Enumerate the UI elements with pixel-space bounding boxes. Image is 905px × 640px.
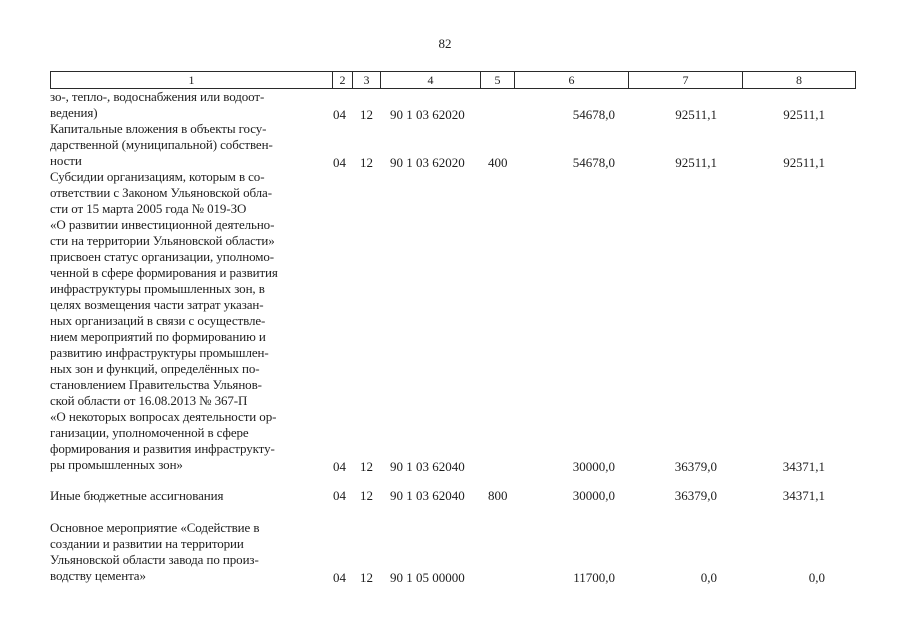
table-cell-col-3: 12 [360, 155, 373, 170]
table-cell-col-6: 30000,0 [572, 488, 615, 503]
table-cell-col-7: 0,0 [700, 570, 717, 585]
table-cell-col-3: 12 [360, 570, 373, 585]
description-line: Основное мероприятие «Содействие в [50, 520, 260, 535]
header-cell-6: 6 [515, 72, 629, 88]
description-line: формирования и развития инфраструкту- [50, 441, 275, 456]
table-cell-col-3: 12 [360, 107, 373, 122]
table-cell-col-6: 54678,0 [572, 107, 615, 122]
table-cell-col-6: 54678,0 [572, 155, 615, 170]
table-cell-col-4: 90 1 03 62040 [390, 488, 465, 503]
description-line: «О некоторых вопросах деятельности ор- [50, 409, 277, 424]
table-cell-col-6: 11700,0 [573, 570, 615, 585]
description-line: ченной в сфере формирования и развития [50, 265, 278, 280]
table-cell-col-7: 92511,1 [675, 155, 717, 170]
description-line: дарственной (муниципальной) собствен- [50, 137, 273, 152]
description-line: ской области от 16.08.2013 № 367-П [50, 393, 248, 408]
table-cell-col-4: 90 1 03 62020 [390, 107, 465, 122]
table-cell-col-4: 90 1 03 62040 [390, 459, 465, 474]
description-line: Субсидии организациям, которым в со- [50, 169, 265, 184]
table-cell-col-7: 36379,0 [674, 459, 717, 474]
row-description [50, 89, 322, 121]
description-line: ных зон и функций, определённых по- [50, 361, 260, 376]
description-line: сти от 15 марта 2005 года № 019-ЗО [50, 201, 247, 216]
table-cell-col-8: 92511,1 [783, 107, 825, 122]
table-cell-col-2: 04 [333, 488, 346, 503]
description-line: нием мероприятий по формированию и [50, 329, 266, 344]
description-line: развитию инфраструктуры промышлен- [50, 345, 269, 360]
table-cell-col-2: 04 [333, 155, 346, 170]
description-line: ганизации, уполномоченной в сфере [50, 425, 249, 440]
table-cell-col-8: 34371,1 [782, 488, 825, 503]
header-cell-3: 3 [353, 72, 381, 88]
description-line: становлением Правительства Ульянов- [50, 377, 262, 392]
table-cell-col-7: 36379,0 [674, 488, 717, 503]
description-line: Ульяновской области завода по произ- [50, 552, 259, 567]
header-cell-1: 1 [51, 72, 333, 88]
header-cell-8: 8 [743, 72, 856, 88]
table-header-row [50, 71, 856, 89]
description-line: создании и развитии на территории [50, 536, 244, 551]
header-cell-2: 2 [333, 72, 353, 88]
description-line: ры промышленных зон» [50, 457, 183, 472]
description-line: ответствии с Законом Ульяновской обла- [50, 185, 272, 200]
table-cell-col-8: 92511,1 [783, 155, 825, 170]
table-cell-col-2: 04 [333, 570, 346, 585]
header-cell-7: 7 [629, 72, 743, 88]
table-cell-col-5: 400 [488, 155, 508, 170]
row-description [50, 520, 322, 584]
description-line: присвоен статус организации, уполномо- [50, 249, 274, 264]
table-cell-col-7: 92511,1 [675, 107, 717, 122]
table-cell-col-4: 90 1 05 00000 [390, 570, 465, 585]
table-cell-col-3: 12 [360, 488, 373, 503]
description-line: сти на территории Ульяновской области» [50, 233, 275, 248]
table-cell-col-6: 30000,0 [572, 459, 615, 474]
table-cell-col-8: 34371,1 [782, 459, 825, 474]
table-cell-col-5: 800 [488, 488, 508, 503]
description-line: Иные бюджетные ассигнования [50, 488, 224, 503]
description-line: инфраструктуры промышленных зон, в [50, 281, 265, 296]
table-cell-col-3: 12 [360, 459, 373, 474]
description-line: зо-, тепло-, водоснабжения или водоот- [50, 89, 265, 104]
table-cell-col-8: 0,0 [808, 570, 825, 585]
header-cell-5: 5 [481, 72, 515, 88]
description-line: ности [50, 153, 82, 168]
table-cell-col-2: 04 [333, 107, 346, 122]
description-line: «О развитии инвестиционной деятельно- [50, 217, 275, 232]
row-description [50, 121, 322, 169]
header-cell-4: 4 [381, 72, 481, 88]
table-cell-col-2: 04 [333, 459, 346, 474]
description-line: целях возмещения части затрат указан- [50, 297, 264, 312]
row-description [50, 169, 322, 473]
description-line: ведения) [50, 105, 98, 120]
page-number: 82 [438, 36, 452, 51]
description-line: Капитальные вложения в объекты госу- [50, 121, 267, 136]
description-line: водству цемента» [50, 568, 146, 583]
description-line: ных организаций в связи с осуществле- [50, 313, 266, 328]
row-description [50, 488, 322, 504]
table-cell-col-4: 90 1 03 62020 [390, 155, 465, 170]
